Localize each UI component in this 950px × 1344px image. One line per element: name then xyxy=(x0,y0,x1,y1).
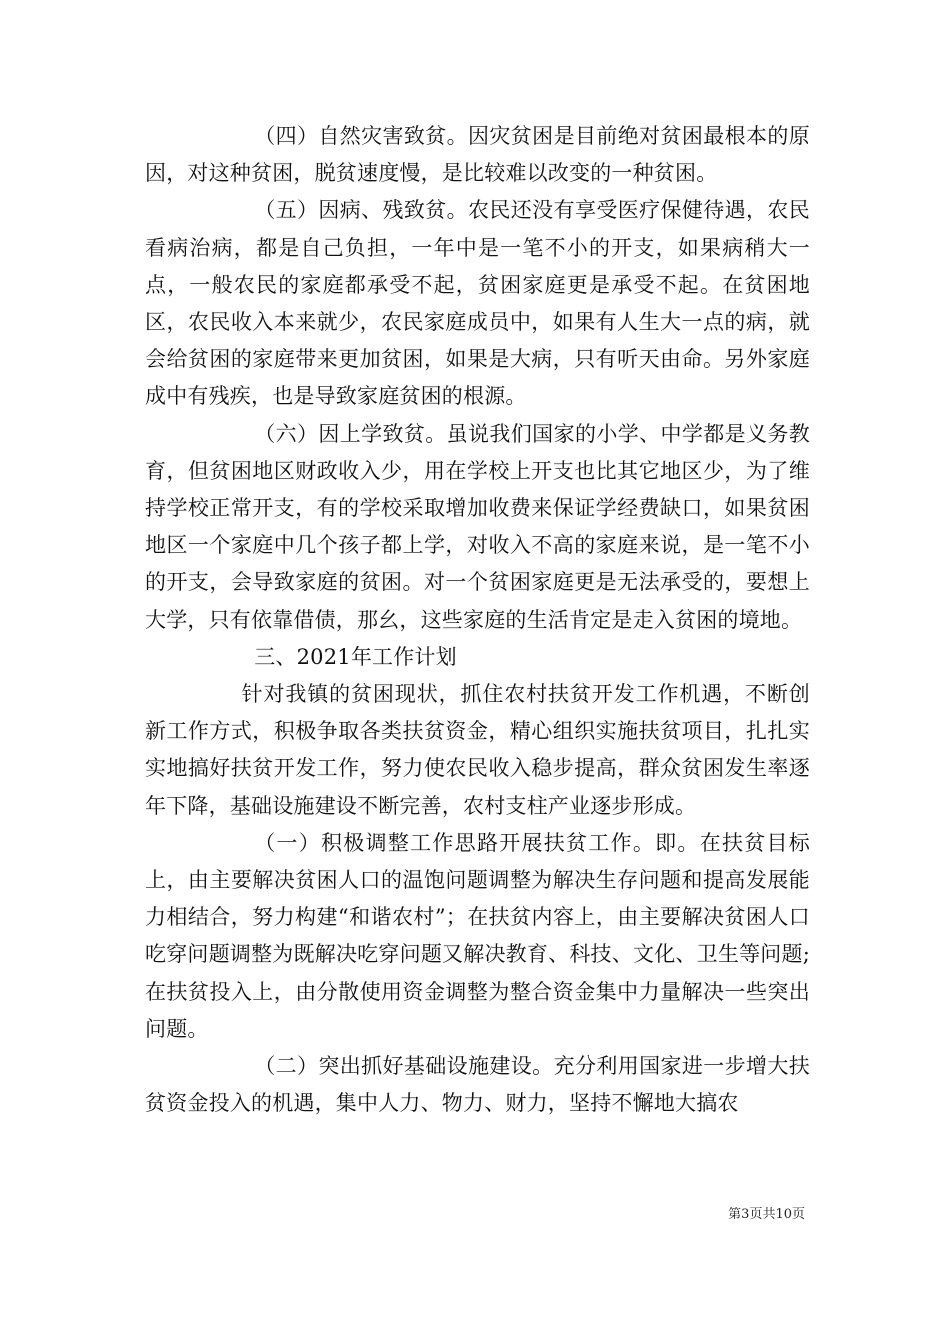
page-number-footer: 第3页共10页 xyxy=(728,1207,805,1222)
paragraph-schooling: （六）因上学致贫。虽说我们国家的小学、中学都是义务教育，但贫困地区财政收入少，用在学校上开支也比其它地区少，为了维持学校正常开支，有的学校采取增加收费来保证学经费缺口，如果贫困地区一个家庭中几个孩子都上学，对收入不高的家庭来说，是一笔不小的开支，会导致家庭的贫困。对一个贫困家庭更是无法承受的，要想上大学，只有依靠借债，那幺，这些家庭的生活肯定是走入贫困的境地。 xyxy=(145,421,810,632)
paragraph-plan-intro: 针对我镇的贫困现状，抓住农村扶贫开发工作机遇，不断创新工作方式，积极争取各类扶贫资金，精心组织实施扶贫项目，扎扎实实地搞好扶贫开发工作，努力使农民收入稳步提高，群众贫困发生率逐年下降，基础设施建设不断完善，农村支柱产业逐步形成。 xyxy=(145,682,810,818)
section-heading-work-plan: 三、2021年工作计划 xyxy=(254,644,457,669)
paragraph-infrastructure: （二）突出抓好基础设施建设。充分利用国家进一步增大扶贫资金投入的机遇，集中人力、物力、财力，坚持不懈地大搞农 xyxy=(145,1054,810,1116)
paragraph-adjust-thinking: （一）积极调整工作思路开展扶贫工作。即。在扶贫目标上，由主要解决贫困人口的温饱问题调整为解决生存问题和提高发展能力相结合，努力构建“和谐农村”；在扶贫内容上，由主要解决贫困人口吃穿问题调整为既解决吃穿问题又解决教育、科技、文化、卫生等问题;在扶贫投入上，由分散使用资金调整为整合资金集中力量解决一些突出问题。 xyxy=(145,830,810,1041)
paragraph-illness-disability: （五）因病、残致贫。农民还没有享受医疗保健待遇，农民看病治病，都是自己负担，一年中是一笔不小的开支，如果病稍大一点，一般农民的家庭都承受不起，贫困家庭更是承受不起。在贫困地区，农民收入本来就少，农民家庭成员中，如果有人生大一点的病，就会给贫困的家庭带来更加贫困，如果是大病，只有听天由命。另外家庭成中有残疾，也是导致家庭贫困的根源。 xyxy=(145,198,810,409)
document-page xyxy=(145,118,810,1122)
paragraph-natural-disaster: （四）自然灾害致贫。因灾贫困是目前绝对贫困最根本的原因，对这种贫困，脱贫速度慢，是比较难以改变的一种贫困。 xyxy=(145,124,810,186)
